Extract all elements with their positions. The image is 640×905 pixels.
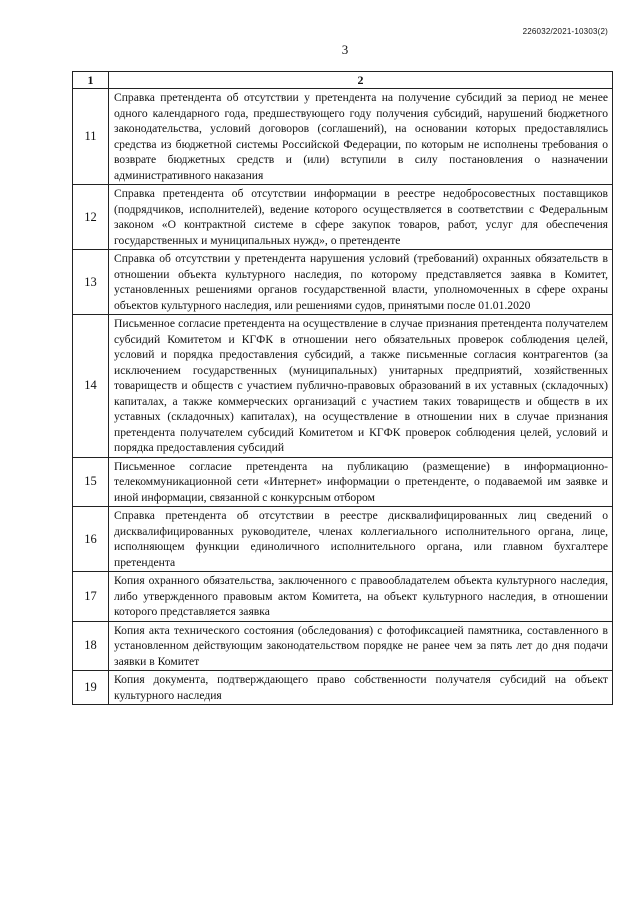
row-text: Справка претендента об отсутствии у претендента на получение субсидий за период не менее одного календарного года, предшествующего году получения субсидий, нарушений бюджетного законодательства, условий договоров (соглашений), на основании которых предоставлялись средства из бюджетной системы Российской Федерации, по которым не исполнены требования о возврате бюджетных средств и (или) вступили в силу постановления о назначении административного наказания [109,89,613,185]
row-number: 12 [73,185,109,250]
row-number: 19 [73,671,109,705]
table-row [73,250,613,315]
table-row [73,457,613,507]
row-number: 14 [73,315,109,458]
row-text: Справка об отсутствии у претендента нарушения условий (требований) охранных обязательств в отношении объекта культурного наследия, по которому представляется заявка в Комитет, установленных решениями органов государственной власти, уполномоченных в сфере охраны объектов культурного наследия, или решениями судов, принятыми после 01.01.2020 [109,250,613,315]
row-number: 17 [73,572,109,622]
row-number: 16 [73,507,109,572]
row-text: Копия документа, подтверждающего право собственности получателя субсидий на объект культурного наследия [109,671,613,705]
table-row [73,572,613,622]
page-number: 3 [341,42,349,57]
column-header-description: 2 [109,72,613,89]
row-number: 18 [73,621,109,671]
table-row [73,507,613,572]
row-text: Письменное согласие претендента на осуществление в случае признания претендента получателем субсидий Комитетом и КГФК в отношении него обязательных проверок соблюдения целей, условий и порядка предоставления субсидий, а также письменные согласия контрагентов (за исключением государственных (муниципальных) унитарных предприятий, хозяйственных товариществ и обществ с участием публично-правовых образований в их уставных (складочных) капиталах, а также коммерческих организаций с участием таких товариществ и обществ в их уставных (складочных) капиталах), на осуществление в отношении них в случае признания претендента получателем субсидий Комитетом и КГФК проверок соблюдения целей, условий и порядка предоставления субсидий [109,315,613,458]
table-header-row [73,72,613,89]
row-number: 15 [73,457,109,507]
table-row [73,621,613,671]
table-row [73,185,613,250]
table-row [73,315,613,458]
row-text: Копия охранного обязательства, заключенного с правообладателем объекта культурного наследия, либо утвержденного правовым актом Комитета, на объект культурного наследия, в отношении которого представляется заявка [109,572,613,622]
document-registration-code: 226032/2021-10303(2) [522,27,608,36]
row-number: 13 [73,250,109,315]
table-row [73,89,613,185]
row-text: Письменное согласие претендента на публикацию (размещение) в информационно-телекоммуникационной сети «Интернет» информации о претенденте, о подаваемой им заявке и иной информации, связанной с конкурсным отбором [109,457,613,507]
row-text: Справка претендента об отсутствии в реестре дисквалифицированных лиц сведений о дисквалифицированных руководителе, членах коллегиального исполнительного органа, лице, исполняющем функции единоличного исполнительного органа, или главном бухгалтере претендента [109,507,613,572]
row-number: 11 [73,89,109,185]
column-header-number: 1 [73,72,109,89]
row-text: Копия акта технического состояния (обследования) с фотофиксацией памятника, составленного в установленном действующим законодательством порядке не ранее чем за пять лет до дня подачи заявки в Комитет [109,621,613,671]
table-row [73,671,613,705]
row-text: Справка претендента об отсутствии информации в реестре недобросовестных поставщиков (подрядчиков, исполнителей), ведение которого осуществляется в соответствии с Федеральным законом «О контрактной системе в сфере закупок товаров, работ, услуг для обеспечения государственных и муниципальных нужд», о претенденте [109,185,613,250]
requirements-table [72,71,613,705]
